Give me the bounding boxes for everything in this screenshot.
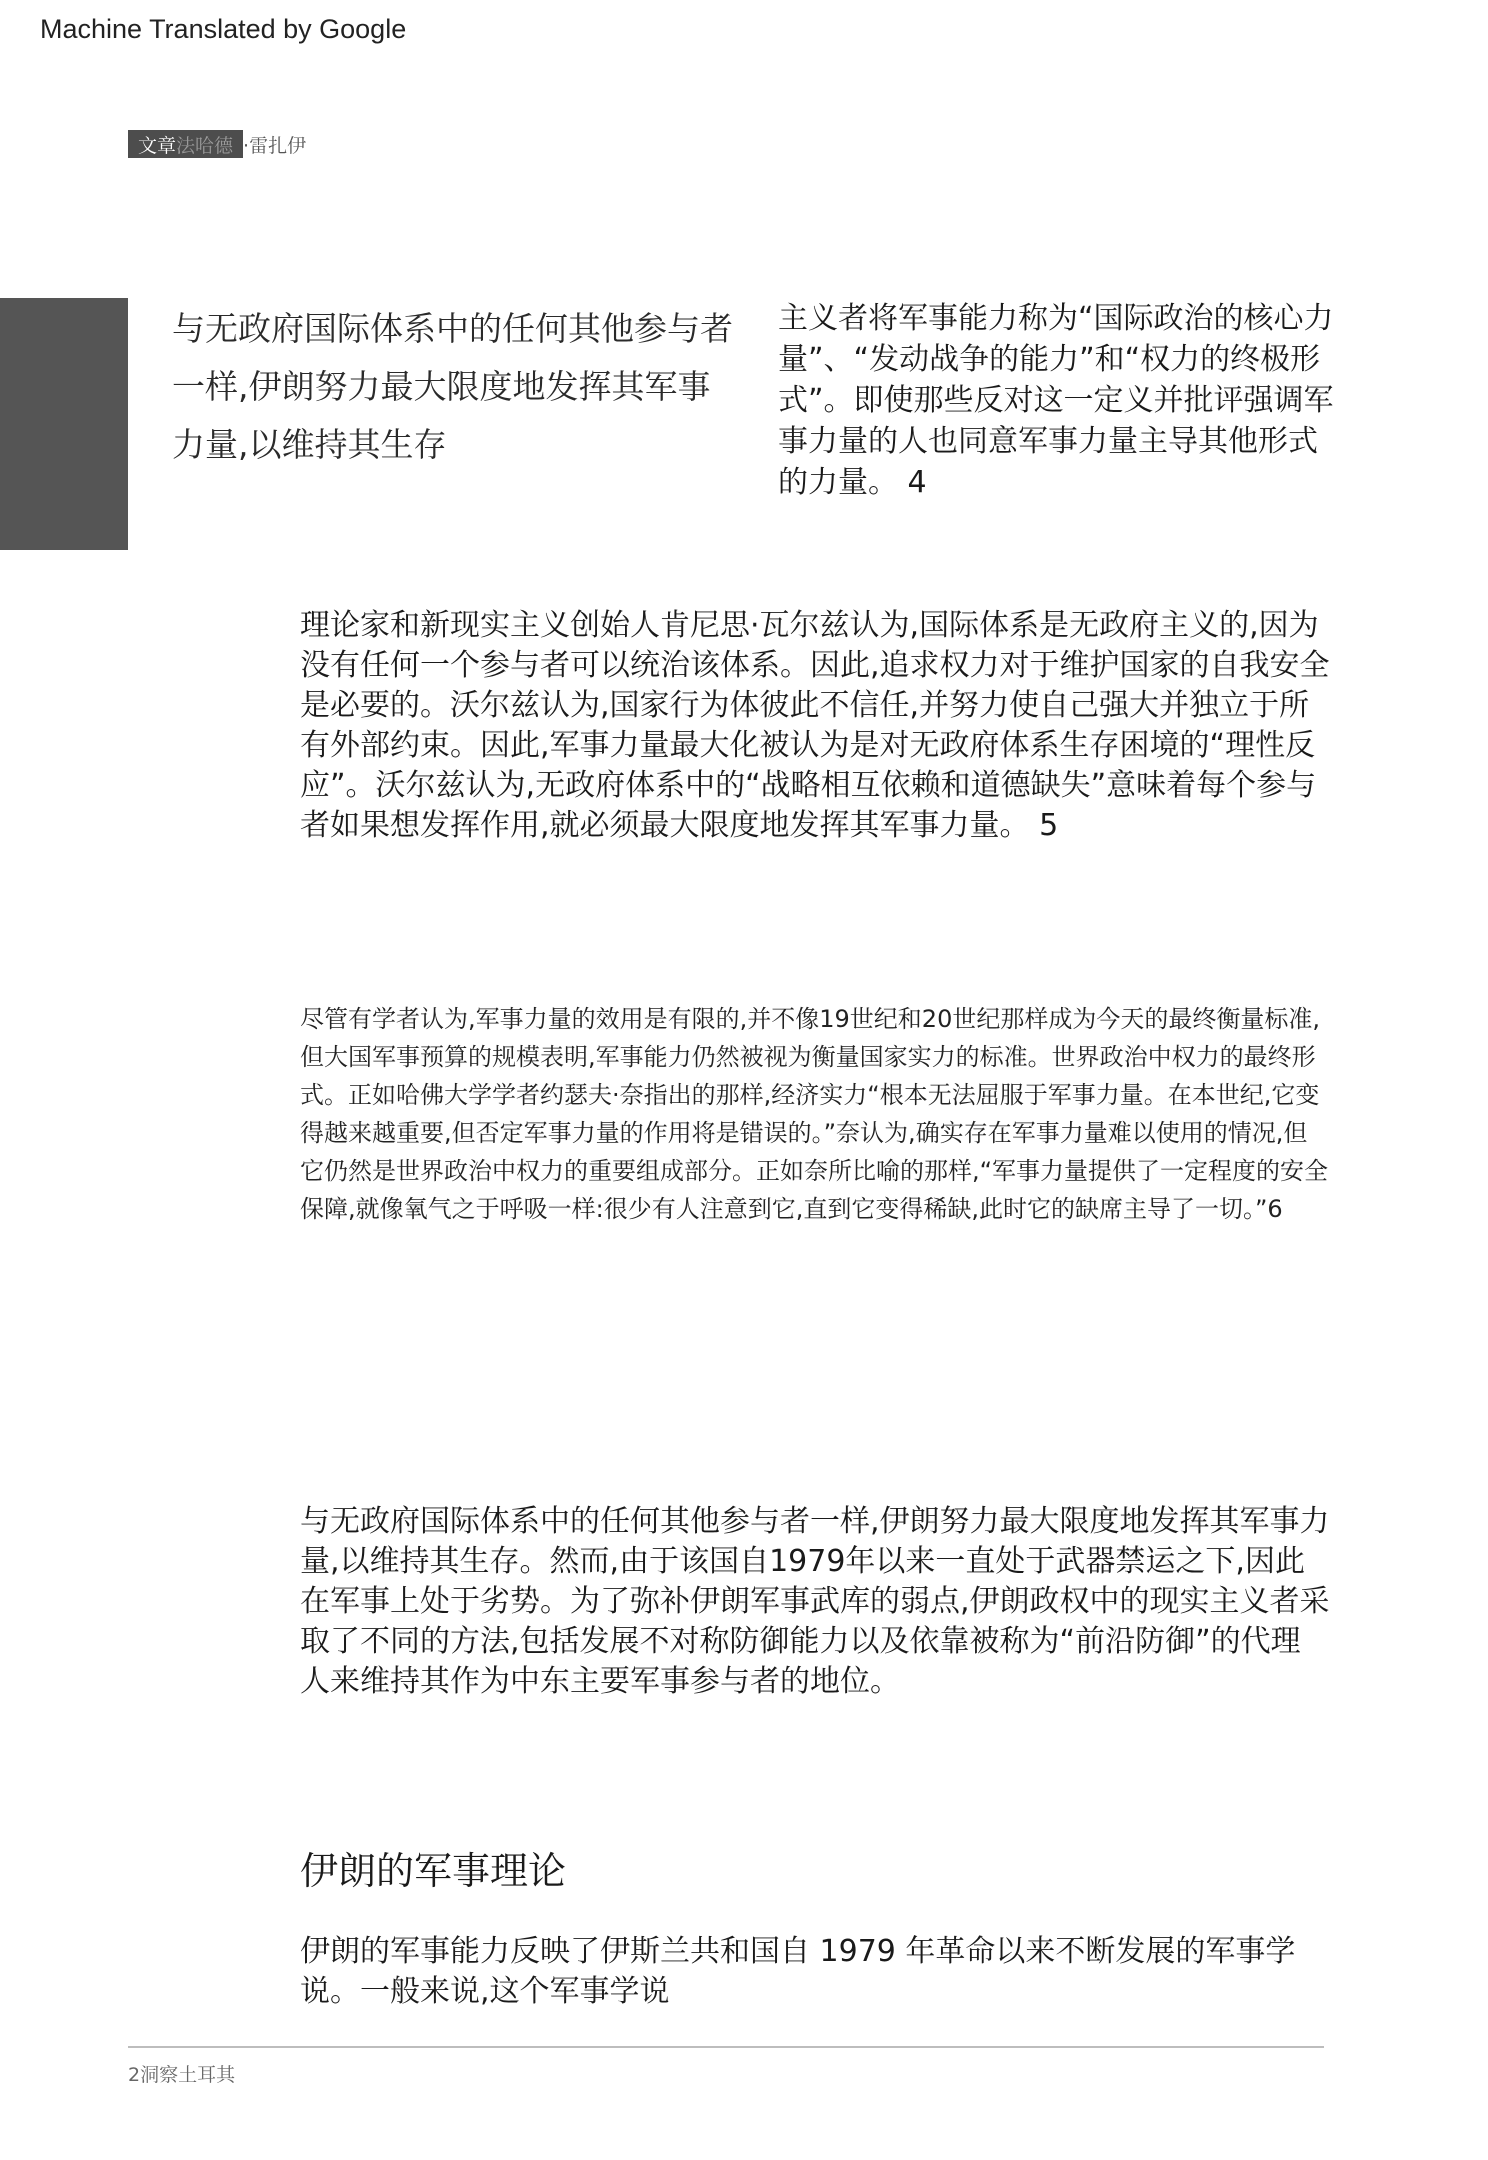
author-name-rest: ·雷扎伊	[243, 134, 307, 157]
body-paragraph-right-column: 主义者将军事能力称为“国际政治的核心力量”、“发动战争的能力”和“权力的终极形式”。即使那些反对这一定义并批评强调军事力量的人也同意军事力量主导其他形式的力量。 4	[778, 301, 1334, 500]
pull-quote: 与无政府国际体系中的任何其他参与者一样,伊朗努力最大限度地发挥其军事力量,以维持其生存	[172, 309, 733, 464]
section-heading: 伊朗的军事理论	[300, 1849, 567, 1893]
body-paragraph-nye: 尽管有学者认为,军事力量的效用是有限的,并不像19世纪和20世纪那样成为今天的最终衡量标准,但大国军事预算的规模表明,军事能力仍然被视为衡量国家实力的标准。世界政治中权力的最终形式。正如哈佛大学学者约瑟夫·奈指出的那样,经济实力“根本无法屈服于军事力量。在本世纪,它变得越来越重要,但否定军事力量的作用将是错误的。”奈认为,确实存在军事力量难以使用的情况,但它仍然是世界政治中权力的重要组成部分。正如奈所比喻的那样,“军事力量提供了一定程度的安全保障,就像氧气之于呼吸一样:很少有人注意到它,直到它变得稀缺,此时它的缺席主导了一切。”6	[300, 1005, 1329, 1223]
footer-divider	[128, 2046, 1324, 2048]
section-label: 文章	[138, 134, 177, 157]
body-paragraph-doctrine: 伊朗的军事能力反映了伊斯兰共和国自 1979 年革命以来不断发展的军事学说。一般来说,这个军事学说	[300, 1934, 1296, 2009]
section-label-box	[128, 130, 243, 158]
body-paragraph-iran-power: 与无政府国际体系中的任何其他参与者一样,伊朗努力最大限度地发挥其军事力量,以维持其生存。然而,由于该国自1979年以来一直处于武器禁运之下,因此在军事上处于劣势。为了弥补伊朗军事武库的弱点,伊朗政权中的现实主义者采取了不同的方法,包括发展不对称防御能力以及依靠被称为“前沿防御”的代理人来维持其作为中东主要军事参与者的地位。	[300, 1504, 1330, 1699]
machine-translation-notice: Machine Translated by Google	[40, 14, 407, 44]
page-footer: 2洞察土耳其	[128, 2064, 236, 2086]
author-name-partial: 法哈德	[176, 134, 234, 157]
article-header-tag	[128, 130, 306, 158]
body-paragraph-waltz: 理论家和新现实主义创始人肯尼思·瓦尔兹认为,国际体系是无政府主义的,因为没有任何一个参与者可以统治该体系。因此,追求权力对于维护国家的自我安全是必要的。沃尔兹认为,国家行为体彼此不信任,并努力使自己强大并独立于所有外部约束。因此,军事力量最大化被认为是对无政府体系生存困境的“理性反应”。沃尔兹认为,无政府体系中的“战略相互依赖和道德缺失”意味着每个参与者如果想发挥作用,就必须最大限度地发挥其军事力量。 5	[300, 608, 1330, 843]
pull-quote-side-bar	[0, 298, 128, 550]
